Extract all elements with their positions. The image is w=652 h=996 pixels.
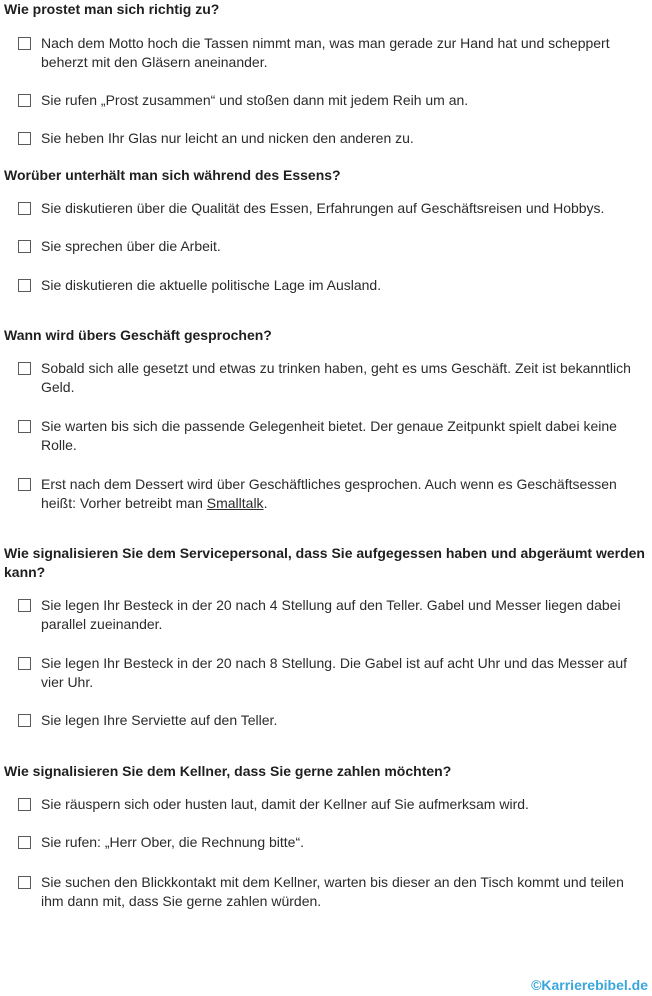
answer-text: Sie legen Ihr Besteck in der 20 nach 4 Stellung auf den Teller. Gabel und Messer liegen dabei parallel zueinander. [41, 597, 621, 632]
checkbox[interactable] [18, 240, 31, 253]
checkbox[interactable] [18, 478, 31, 491]
answer-option[interactable] [18, 873, 648, 911]
checkbox[interactable] [18, 714, 31, 727]
answer-text: Sie legen Ihre Serviette auf den Teller. [41, 712, 278, 728]
answer-option[interactable] [18, 417, 648, 455]
answer-text: Sie legen Ihr Besteck in der 20 nach 8 Stellung. Die Gabel ist auf acht Uhr und das Messer auf vier Uhr. [41, 655, 627, 690]
answer-text: Sie suchen den Blickkontakt mit dem Kellner, warten bis dieser an den Tisch kommt und teilen ihm dann mit, dass Sie gerne zahlen würden. [41, 874, 624, 909]
answer-text: Sie diskutieren die aktuelle politische Lage im Ausland. [41, 277, 382, 293]
answer-text: Sie rufen „Prost zusammen“ und stoßen dann mit jedem Reih um an. [41, 92, 469, 108]
checkbox[interactable] [18, 599, 31, 612]
question-2-title: Worüber unterhält man sich während des Essens? [4, 167, 341, 183]
answer-text: Sie sprechen über die Arbeit. [41, 238, 221, 254]
checkbox[interactable] [18, 202, 31, 215]
answer-option[interactable] [18, 237, 648, 256]
answer-text-part: Erst nach dem Dessert wird über Geschäftliches gesprochen. Auch wenn es Geschäftsessen heißt: Vorher betreibt man [41, 476, 617, 511]
question-1-title: Wie prostet man sich richtig zu? [4, 1, 220, 17]
answer-text: Sie warten bis sich die passende Gelegenheit bietet. Der genaue Zeitpunkt spielt dabei keine Rolle. [41, 418, 617, 453]
answer-option[interactable] [18, 596, 648, 634]
footer-copyright: ©Karrierebibel.de [531, 977, 648, 993]
checkbox[interactable] [18, 37, 31, 50]
question-5-title: Wie signalisieren Sie dem Kellner, dass Sie gerne zahlen möchten? [4, 763, 452, 779]
answer-text: Sie rufen: „Herr Ober, die Rechnung bitte“. [41, 834, 305, 850]
question-4-title: Wie signalisieren Sie dem Servicepersonal, dass Sie aufgegessen haben und abgeräumt werden kann? [4, 545, 645, 580]
checkbox[interactable] [18, 836, 31, 849]
checkbox[interactable] [18, 420, 31, 433]
answer-text: Sobald sich alle gesetzt und etwas zu trinken haben, geht es ums Geschäft. Zeit ist bekanntlich Geld. [41, 360, 631, 395]
answer-option[interactable] [18, 833, 648, 852]
checkbox[interactable] [18, 94, 31, 107]
smalltalk-link[interactable]: Smalltalk [206, 495, 264, 511]
answer-text: Sie räuspern sich oder husten laut, damit der Kellner auf Sie aufmerksam wird. [41, 796, 529, 812]
answer-option[interactable] [18, 359, 648, 397]
answer-option[interactable] [18, 654, 648, 692]
answer-text: Sie diskutieren über die Qualität des Essen, Erfahrungen auf Geschäftsreisen und Hobbys. [41, 200, 605, 216]
answer-option[interactable] [18, 34, 648, 72]
checkbox[interactable] [18, 132, 31, 145]
answer-option[interactable] [18, 276, 648, 295]
answer-text [41, 475, 648, 513]
answer-option[interactable] [18, 199, 648, 218]
checkbox[interactable] [18, 876, 31, 889]
answer-option[interactable] [18, 475, 648, 513]
checkbox[interactable] [18, 657, 31, 670]
answer-text-part: . [263, 495, 268, 511]
answer-text: Sie heben Ihr Glas nur leicht an und nicken den anderen zu. [41, 130, 414, 146]
checkbox[interactable] [18, 798, 31, 811]
answer-option[interactable] [18, 711, 648, 730]
answer-option[interactable] [18, 129, 648, 148]
answer-option[interactable] [18, 795, 648, 814]
checkbox[interactable] [18, 362, 31, 375]
answer-text: Nach dem Motto hoch die Tassen nimmt man, was man gerade zur Hand hat und scheppert beherzt mit den Gläsern aneinander. [41, 35, 610, 70]
checkbox[interactable] [18, 279, 31, 292]
answer-option[interactable] [18, 91, 648, 110]
question-3-title: Wann wird übers Geschäft gesprochen? [4, 327, 272, 343]
